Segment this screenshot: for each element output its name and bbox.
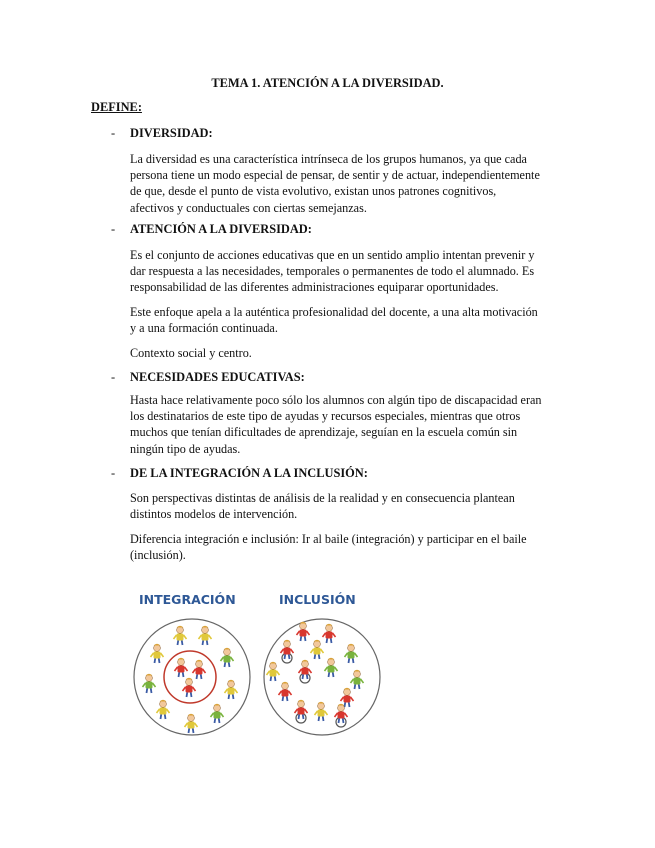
text-line: responsabilidad de las diferentes administraciones equiparar oportunidades. — [130, 280, 499, 295]
text-line: afectivos y conductuales con ciertas semejanzas. — [130, 200, 367, 215]
student-figure — [323, 624, 336, 643]
student-figure — [199, 626, 212, 645]
text-line: muchos que tenían dificultades de aprendizaje, seguían en la escuela común sin — [130, 425, 518, 440]
text-line: ningún tipo de ayudas. — [130, 441, 241, 456]
paragraph — [130, 151, 575, 216]
student-figure — [335, 704, 348, 727]
student-figure — [281, 640, 294, 663]
bullet-dash: - — [111, 222, 116, 236]
student-figure — [225, 680, 238, 699]
text-line: Hasta hace relativamente poco sólo los alumnos con algún tipo de discapacidad eran — [130, 393, 542, 407]
text-line: (inclusión). — [130, 548, 186, 563]
section-heading: DIVERSIDAD: — [130, 126, 213, 140]
text-line: y a una formación continuada. — [130, 321, 278, 336]
student-figure — [143, 674, 156, 693]
integration-inclusion-figure — [125, 585, 385, 755]
text-line: Contexto social y centro. — [130, 346, 252, 360]
paragraph — [130, 490, 575, 522]
document-title: TEMA 1. ATENCIÓN A LA DIVERSIDAD. — [211, 76, 444, 90]
text-line: Es el conjunto de acciones educativas que en un sentido amplio intentan prevenir y — [130, 248, 535, 262]
student-figure — [211, 704, 224, 723]
define-heading: DEFINE: — [91, 100, 142, 114]
paragraph — [130, 304, 575, 336]
text-line: persona tiene un modo especial de pensar, de sentir y de actuar, independientemente — [130, 168, 540, 183]
integration-label: INTEGRACIÓN — [139, 592, 236, 607]
student-figure — [175, 658, 188, 677]
integration-inner-circle — [164, 651, 216, 703]
text-line: de que, desde el punto de vista evolutivo, existan unos patrones cognitivos, — [130, 184, 497, 199]
student-figure — [157, 700, 170, 719]
text-line: Diferencia integración e inclusión: Ir al baile (integración) y participar en el baile — [130, 532, 527, 546]
section-heading: DE LA INTEGRACIÓN A LA INCLUSIÓN: — [130, 466, 368, 480]
student-figures — [143, 622, 364, 733]
text-line: La diversidad es una característica intrínseca de los grupos humanos, ya que cada — [130, 152, 527, 166]
paragraph — [130, 531, 575, 563]
student-figure — [295, 700, 308, 723]
student-figure — [345, 644, 358, 663]
student-figure — [351, 670, 364, 689]
bullet-dash: - — [111, 466, 116, 480]
text-line: los destinatarios de este tipo de ayudas y recursos especiales, mientras que otros — [130, 409, 521, 424]
student-figure — [299, 660, 312, 683]
text-line: distintos modelos de intervención. — [130, 507, 298, 522]
student-figure — [325, 658, 338, 677]
student-figure — [185, 714, 198, 733]
student-figure — [267, 662, 280, 681]
student-figure — [193, 660, 206, 679]
paragraph — [130, 345, 575, 361]
bullet-dash: - — [111, 126, 116, 140]
paragraph — [130, 392, 575, 457]
text-line: Este enfoque apela a la auténtica profesionalidad del docente, a una alta motivación — [130, 305, 538, 319]
section-heading: ATENCIÓN A LA DIVERSIDAD: — [130, 222, 312, 236]
student-figure — [221, 648, 234, 667]
text-line: Son perspectivas distintas de análisis de la realidad y en consecuencia plantean — [130, 491, 515, 505]
text-line: dar respuesta a las necesidades, temporales o permanentes de todo el alumnado. Es — [130, 264, 535, 279]
student-figure — [315, 702, 328, 721]
inclusion-label: INCLUSIÓN — [279, 592, 356, 607]
student-figure — [311, 640, 324, 659]
student-figure — [183, 678, 196, 697]
student-figure — [151, 644, 164, 663]
student-figure — [174, 626, 187, 645]
student-figure — [279, 682, 292, 701]
paragraph — [130, 247, 575, 296]
section-heading: NECESIDADES EDUCATIVAS: — [130, 370, 305, 384]
bullet-dash: - — [111, 370, 116, 384]
